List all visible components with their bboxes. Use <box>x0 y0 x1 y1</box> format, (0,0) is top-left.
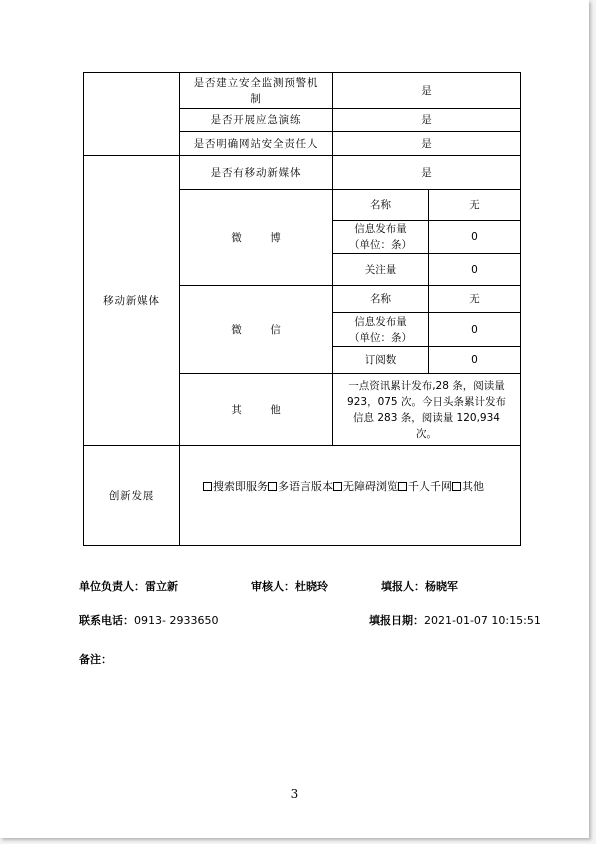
filler-label: 填报人： <box>381 580 425 593</box>
unit-head-label: 单位负责人： <box>79 580 145 593</box>
checkbox-icon <box>333 482 342 491</box>
security-responsible-label: 是否明确网站安全责任人 <box>193 137 319 150</box>
unit-head <box>79 578 178 594</box>
page-number: 3 <box>290 787 299 801</box>
fill-date-label: 填报日期： <box>369 614 424 627</box>
weibo-name-value: 无 <box>469 199 480 211</box>
weibo-label: 微 博 <box>231 231 294 244</box>
filler <box>381 578 458 594</box>
reviewer-label: 审核人： <box>251 580 295 593</box>
weibo-name-label: 名称 <box>370 199 391 211</box>
option-accessibility[interactable]: 无障碍浏览 <box>333 479 398 495</box>
weibo-posts-value: 0 <box>471 231 478 243</box>
option-personalized[interactable]: 千人千网 <box>398 479 452 495</box>
wechat-posts-label <box>333 313 428 346</box>
checkbox-icon <box>203 482 212 491</box>
emergency-drill-label: 是否开展应急演练 <box>210 114 302 126</box>
other-label: 其 他 <box>231 403 294 416</box>
contact-phone-value: 0913- 2933650 <box>134 614 219 627</box>
has-mobile-media-label: 是否有移动新媒体 <box>210 166 302 179</box>
has-mobile-media-value: 是 <box>421 166 432 179</box>
option-other[interactable]: 其他 <box>452 479 484 495</box>
monitoring-mechanism-value: 是 <box>421 84 432 97</box>
security-responsible-value: 是 <box>421 137 432 150</box>
fill-date <box>369 612 541 628</box>
reviewer-value: 杜晓玲 <box>295 580 328 593</box>
other-media-line4: 次。 <box>416 427 437 440</box>
emergency-drill-value: 是 <box>421 114 432 126</box>
contact-phone-label: 联系电话： <box>79 614 134 627</box>
weibo-posts-label-line2: （单位：条） <box>349 239 412 251</box>
other-media-line1: 一点资讯累计发布,28 条，阅读量 <box>348 379 505 392</box>
filler-value: 杨晓军 <box>425 580 458 593</box>
wechat-name-label: 名称 <box>370 293 391 305</box>
mobile-media-section-label: 移动新媒体 <box>103 294 160 307</box>
option-search-service[interactable]: 搜索即服务 <box>203 479 268 495</box>
reviewer <box>251 578 328 594</box>
weibo-followers-label: 关注量 <box>364 263 397 276</box>
wechat-label: 微 信 <box>231 323 294 336</box>
contact-phone <box>79 612 218 628</box>
checkbox-icon <box>452 482 461 491</box>
other-media-line3: 信息 283 条，阅读量 120,934 <box>353 411 500 424</box>
option-multilingual[interactable]: 多语言版本 <box>268 479 333 495</box>
checkbox-icon <box>398 482 407 491</box>
wechat-posts-label-line2: （单位：条） <box>349 331 412 344</box>
wechat-subscribers-label: 订阅数 <box>364 354 397 366</box>
weibo-followers-value: 0 <box>471 263 478 276</box>
innovation-options <box>180 446 520 528</box>
wechat-subscribers-value: 0 <box>471 354 478 366</box>
other-label-cell <box>180 374 332 445</box>
other-media-description <box>333 374 520 445</box>
weibo-label-cell <box>180 190 332 285</box>
checkbox-icon <box>268 482 277 491</box>
wechat-posts-label-line1: 信息发布量 <box>354 315 407 328</box>
innovation-label: 创新发展 <box>108 489 155 502</box>
other-media-line2: 923，075 次。今日头条累计发布 <box>347 395 506 408</box>
weibo-posts-label-line1: 信息发布量 <box>354 223 407 235</box>
weibo-posts-label <box>333 221 428 253</box>
wechat-posts-value: 0 <box>471 323 478 336</box>
remarks-label: 备注： <box>79 653 112 666</box>
wechat-name-value: 无 <box>469 293 480 305</box>
wechat-label-cell <box>180 286 332 373</box>
unit-head-value: 雷立新 <box>145 580 178 593</box>
fill-date-value: 2021-01-07 10:15:51 <box>424 614 541 627</box>
monitoring-mechanism-label: 是否建立安全监测预警机制 <box>193 76 319 105</box>
